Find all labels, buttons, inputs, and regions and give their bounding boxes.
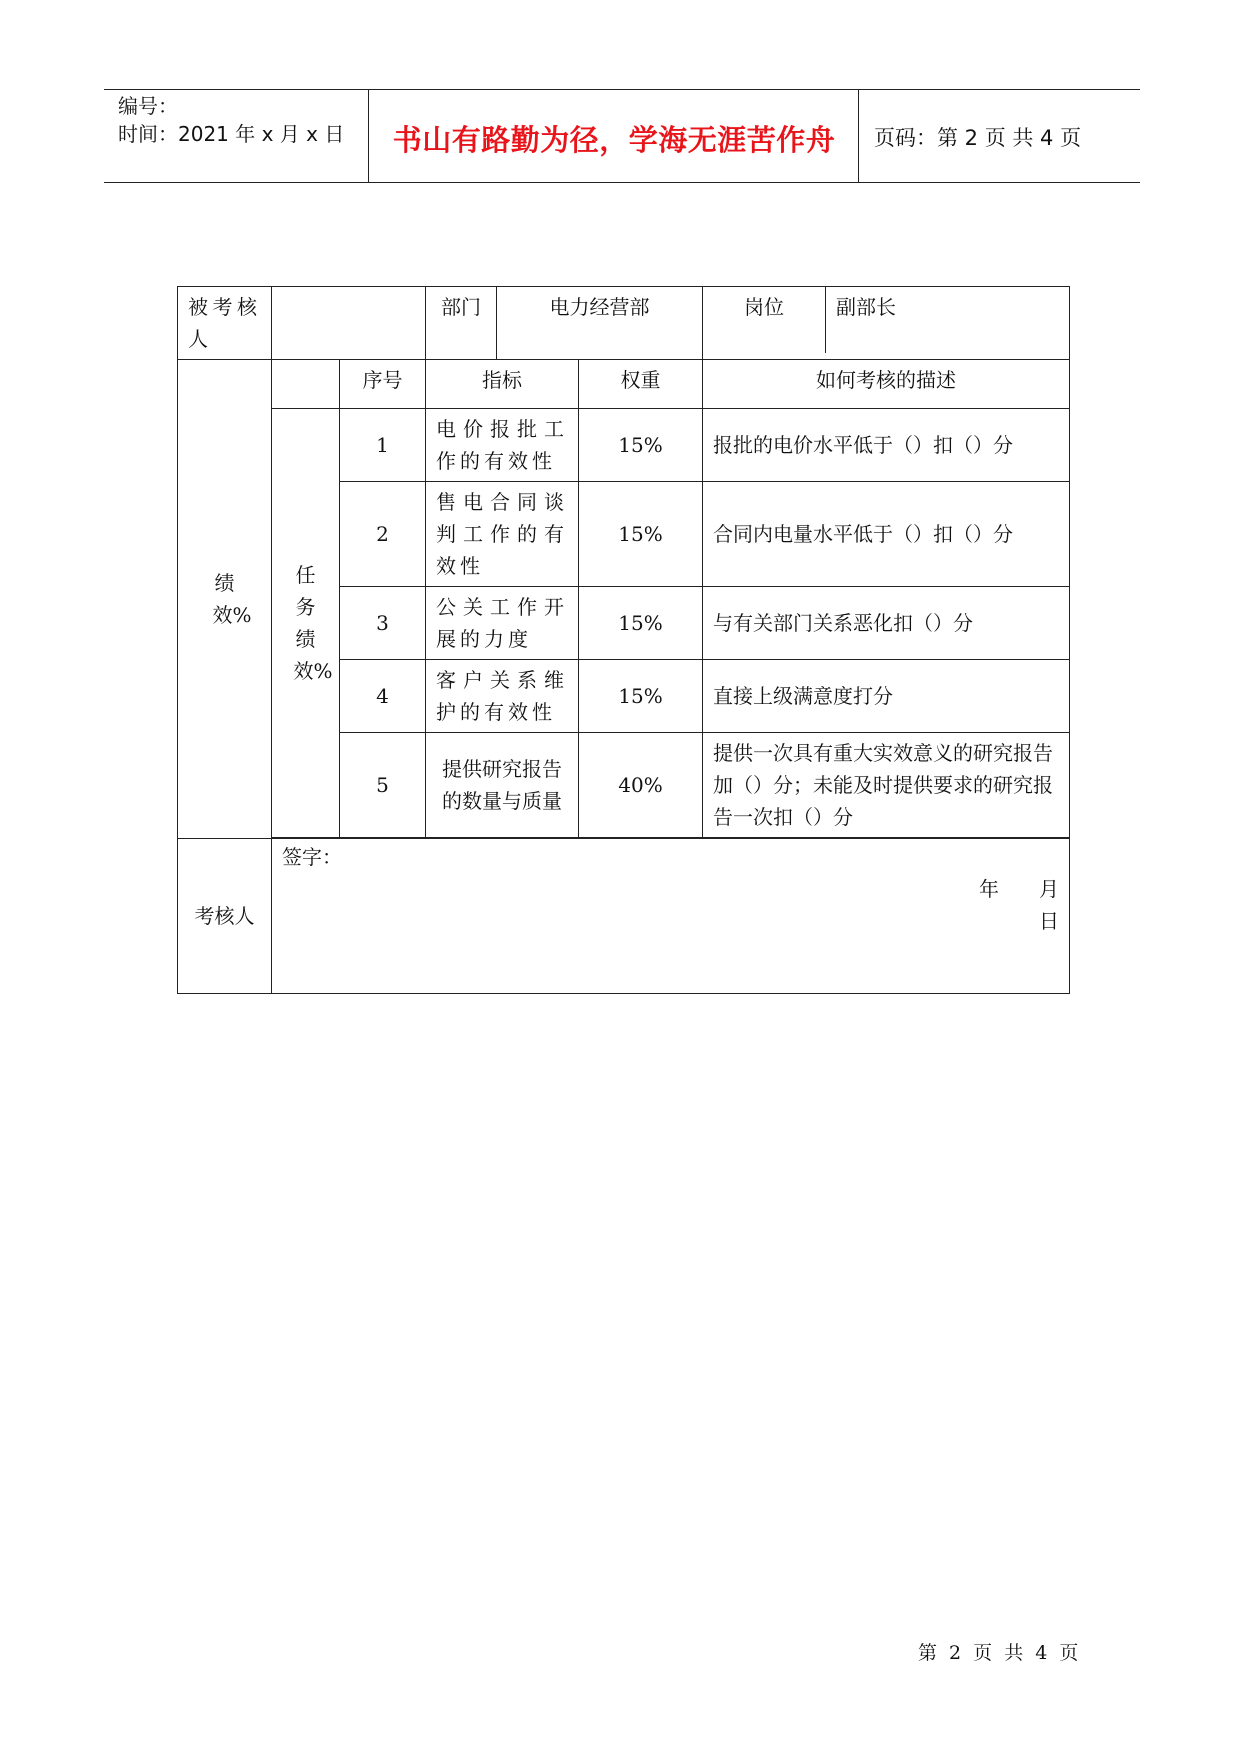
date-year-month: 年 月 [979, 877, 1059, 901]
row-indicator: 公关工作开展的力度 [426, 587, 579, 660]
row-seq: 3 [340, 587, 426, 660]
signature-label: 签字： [282, 845, 342, 869]
subgroup-label-cell [272, 409, 340, 838]
row-weight: 15% [579, 660, 703, 733]
row-weight: 15% [579, 482, 703, 587]
page-footer: 第 2 页 共 4 页 [918, 1642, 1079, 1664]
dept-label: 部门 [426, 287, 497, 360]
group-label-cell [178, 360, 272, 839]
post-cell [703, 287, 1070, 360]
header-meta [118, 92, 344, 148]
signature-cell[interactable] [272, 839, 1070, 994]
row-seq: 1 [340, 409, 426, 482]
col-desc-header: 如何考核的描述 [703, 360, 1070, 409]
row-indicator: 客户关系维护的有效性 [426, 660, 579, 733]
row-desc: 报批的电价水平低于（）扣（）分 [703, 409, 1070, 482]
subgroup-label: 任务绩效% [293, 563, 333, 683]
row-desc: 提供一次具有重大实效意义的研究报告加（）分；未能及时提供要求的研究报告一次扣（）分 [703, 733, 1070, 838]
assessment-table [177, 286, 1070, 994]
table-row [178, 409, 1070, 482]
signature-date [979, 873, 1059, 937]
row-seq: 5 [340, 733, 426, 838]
col-indicator-header: 指标 [426, 360, 579, 409]
examinee-value[interactable] [272, 287, 426, 360]
col-seq-header: 序号 [340, 360, 426, 409]
row-seq: 4 [340, 660, 426, 733]
post-value: 副部长 [836, 295, 896, 319]
row-indicator: 提供研究报告的数量与质量 [426, 733, 579, 838]
row-weight: 15% [579, 587, 703, 660]
row-desc: 与有关部门关系恶化扣（）分 [703, 587, 1070, 660]
examinee-row [178, 287, 1070, 360]
header-bottom-rule [104, 182, 1140, 183]
header-divider-left [368, 89, 369, 182]
row-desc: 合同内电量水平低于（）扣（）分 [703, 482, 1070, 587]
row-desc: 直接上级满意度打分 [703, 660, 1070, 733]
date-day: 日 [1039, 909, 1059, 933]
assessor-row [178, 839, 1070, 994]
row-weight: 40% [579, 733, 703, 838]
document-time-label: 时间：2021 年 x 月 x 日 [118, 122, 345, 146]
post-label: 岗位 [703, 287, 826, 353]
row-weight: 15% [579, 409, 703, 482]
header-divider-right [858, 89, 859, 182]
header-page-label: 页码：第 2 页 共 4 页 [874, 126, 1082, 150]
group-label: 绩效% [212, 571, 252, 627]
column-header-row [178, 360, 1070, 409]
dept-value: 电力经营部 [497, 287, 703, 360]
subgroup-header-blank [272, 360, 340, 409]
document-number-label: 编号： [118, 94, 178, 118]
header-motto: 书山有路勤为径，学海无涯苦作舟 [392, 123, 836, 157]
assessor-label: 考核人 [178, 839, 272, 994]
row-indicator: 电价报批工作的有效性 [426, 409, 579, 482]
row-indicator: 售电合同谈判工作的有效性 [426, 482, 579, 587]
row-seq: 2 [340, 482, 426, 587]
signature-area [282, 841, 1059, 991]
examinee-label: 被考核人 [178, 287, 272, 360]
header-top-rule [104, 89, 1140, 90]
col-weight-header: 权重 [579, 360, 703, 409]
